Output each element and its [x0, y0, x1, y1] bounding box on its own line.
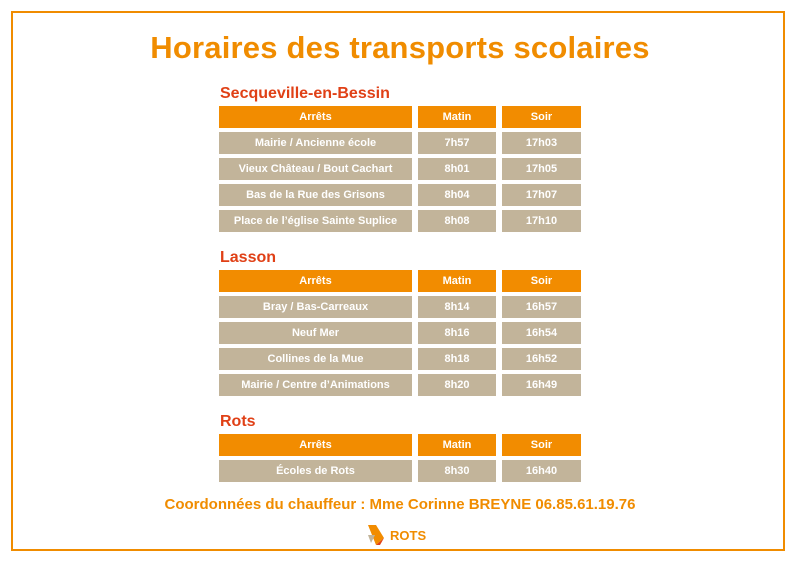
evening-time: 17h05 — [502, 158, 581, 180]
header-evening: Soir — [502, 106, 581, 128]
evening-time: 16h49 — [502, 374, 581, 396]
section-title-secqueville: Secqueville-en-Bessin — [220, 85, 390, 102]
header-evening: Soir — [502, 270, 581, 292]
stop-name: Mairie / Ancienne école — [219, 132, 412, 154]
evening-time: 16h54 — [502, 322, 581, 344]
section-title-rots: Rots — [220, 413, 256, 430]
header-morning: Matin — [418, 106, 496, 128]
morning-time: 8h08 — [418, 210, 496, 232]
morning-time: 7h57 — [418, 132, 496, 154]
morning-time: 8h20 — [418, 374, 496, 396]
rots-logo — [366, 524, 426, 546]
stop-name: Écoles de Rots — [219, 460, 412, 482]
evening-time: 16h52 — [502, 348, 581, 370]
morning-time: 8h18 — [418, 348, 496, 370]
page-title: Horaires des transports scolaires — [150, 30, 650, 65]
header-evening: Soir — [502, 434, 581, 456]
header-morning: Matin — [418, 270, 496, 292]
evening-time: 17h10 — [502, 210, 581, 232]
header-stops: Arrêts — [219, 270, 412, 292]
stop-name: Neuf Mer — [219, 322, 412, 344]
driver-contact: Coordonnées du chauffeur : Mme Corinne BREYNE 06.85.61.19.76 — [164, 496, 636, 513]
header-stops: Arrêts — [219, 434, 412, 456]
rots-logo-icon — [366, 524, 386, 546]
morning-time: 8h16 — [418, 322, 496, 344]
evening-time: 17h07 — [502, 184, 581, 206]
stop-name: Mairie / Centre d’Animations — [219, 374, 412, 396]
evening-time: 17h03 — [502, 132, 581, 154]
morning-time: 8h04 — [418, 184, 496, 206]
evening-time: 16h40 — [502, 460, 581, 482]
header-morning: Matin — [418, 434, 496, 456]
stop-name: Bas de la Rue des Grisons — [219, 184, 412, 206]
evening-time: 16h57 — [502, 296, 581, 318]
header-stops: Arrêts — [219, 106, 412, 128]
morning-time: 8h14 — [418, 296, 496, 318]
stop-name: Collines de la Mue — [219, 348, 412, 370]
stop-name: Vieux Château / Bout Cachart — [219, 158, 412, 180]
morning-time: 8h01 — [418, 158, 496, 180]
stop-name: Place de l’église Sainte Suplice — [219, 210, 412, 232]
section-title-lasson: Lasson — [220, 249, 277, 266]
morning-time: 8h30 — [418, 460, 496, 482]
logo-text: ROTS — [390, 527, 427, 543]
stop-name: Bray / Bas-Carreaux — [219, 296, 412, 318]
